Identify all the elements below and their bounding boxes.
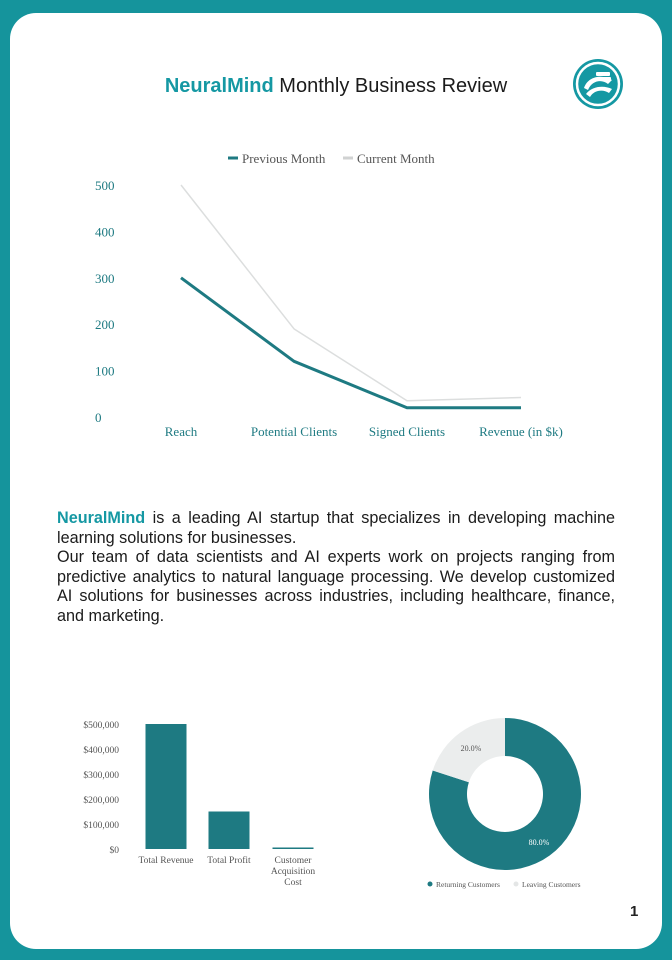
y-tick-label: 200 <box>95 317 115 333</box>
y-tick-label: 300 <box>95 270 115 286</box>
donut-data-label: 20.0% <box>460 744 482 753</box>
x-tick-label: Signed Clients <box>368 424 446 439</box>
bar-y-tick-label: $0 <box>109 846 119 856</box>
description-p1-text: is a leading AI startup that specializes in developing machine learning solutions for businesses. <box>57 509 615 547</box>
page <box>10 13 662 949</box>
bar-y-tick-label: $200,000 <box>83 796 119 806</box>
legend-label-1: Current Month <box>357 151 435 166</box>
x-tick-label: Revenue (in $k) <box>479 424 563 439</box>
title-brand: NeuralMind <box>164 75 274 97</box>
donut-legend-swatch-1 <box>514 882 519 887</box>
y-tick-label: 500 <box>95 178 115 193</box>
y-tick-label: 0 <box>95 410 102 425</box>
bar-x-tick-label: Cost <box>284 878 302 888</box>
bar-x-tick-label: Acquisition <box>270 867 316 877</box>
bar-y-tick-label: $300,000 <box>83 771 119 781</box>
bar-y-tick-label: $500,000 <box>83 721 119 731</box>
donut-legend-label-0: Returning Customers <box>436 880 500 889</box>
legend-label-0: Previous Month <box>242 151 326 166</box>
y-tick-label: 100 <box>95 363 115 379</box>
bar-x-tick-label: Total Revenue <box>138 856 194 866</box>
bar-y-tick-label: $100,000 <box>83 821 119 831</box>
donut-legend-label-1: Leaving Customers <box>522 880 581 889</box>
x-tick-label: Reach <box>164 424 198 439</box>
description-paragraph-2: Our team of data scientists and AI experts work on projects ranging from predictive analytics to natural language processing. We develop customized AI solutions for businesses across industries, including healthcare, finance, and marketing. <box>57 548 615 625</box>
donut-data-label: 80.0% <box>528 838 550 847</box>
page-number: 1 <box>630 903 639 920</box>
donut-chart <box>10 13 662 949</box>
x-tick-label: Potential Clients <box>250 424 338 439</box>
bar-x-tick-label: Total Profit <box>207 856 251 866</box>
bar-x-tick-label: Customer <box>274 856 312 866</box>
description-brand: NeuralMind <box>57 509 146 527</box>
y-tick-label: 400 <box>95 224 115 240</box>
donut-legend-swatch-0 <box>428 882 433 887</box>
bar-y-tick-label: $400,000 <box>83 746 119 756</box>
title-text: Monthly Business Review <box>273 75 508 97</box>
